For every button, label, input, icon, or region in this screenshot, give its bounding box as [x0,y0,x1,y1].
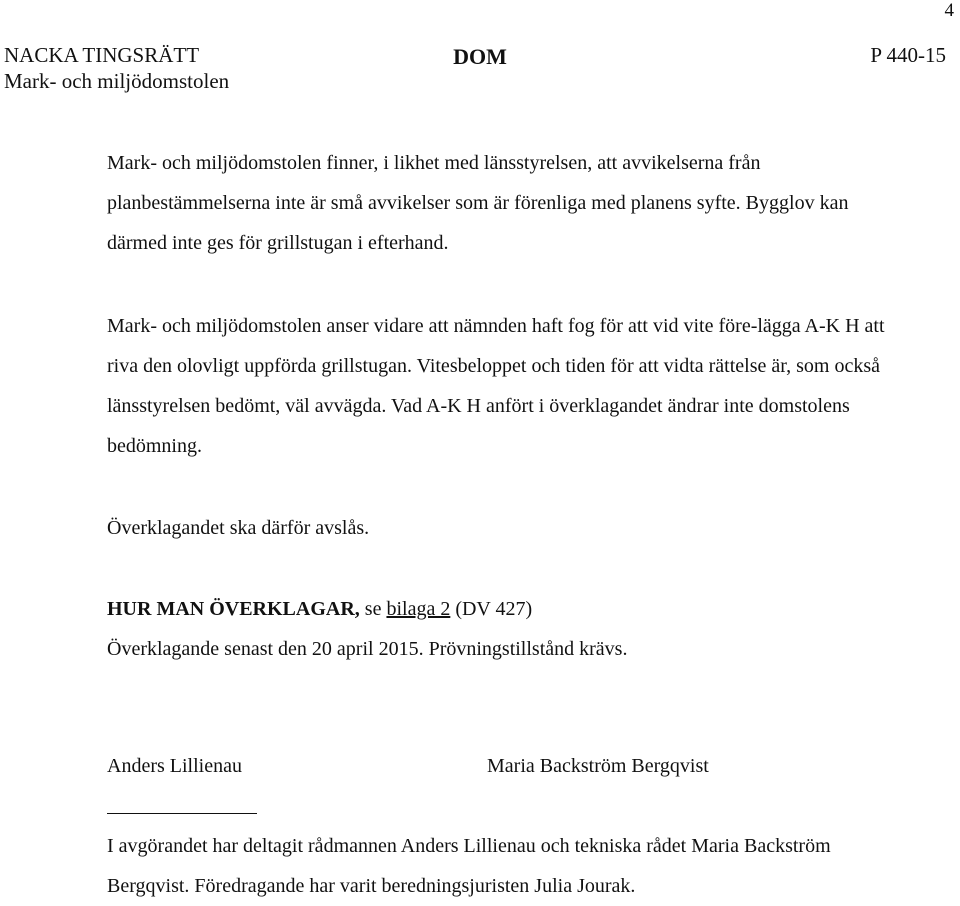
court-division: Mark- och miljödomstolen [4,69,230,93]
appeal-deadline: Överklagande senast den 20 april 2015. Prövningstillstånd krävs. [107,638,628,660]
appeal-see: se [359,598,387,620]
appeal-section [107,589,887,669]
appeal-link[interactable]: bilaga 2 [386,598,451,620]
appeal-instructions [107,589,887,629]
footnote-divider [107,813,257,814]
court-name: NACKA TINGSRÄTT [4,43,200,67]
paragraph-3 [107,508,887,548]
appeal-reference: (DV 427) [450,598,533,620]
paragraph-2-text: Mark- och miljödomstolen anser vidare att nämnden haft fog för att vid vite före-lägga A-K H att riva den olovligt uppförda grillstugan. Vitesbeloppet och tiden för att vidta rättelse är, som också länsstyrelsen bedömt, väl avvägda. Vad A-K H anfört i överklagandet ändrar inte domstolens bedömning. [107,315,885,457]
footer-note [107,826,887,906]
signature-2: Maria Backström Bergqvist [487,755,709,777]
paragraph-3-text: Överklagandet ska därför avslås. [107,517,370,539]
paragraph-1 [107,143,887,263]
document-type: DOM [453,44,507,69]
page-number: 4 [944,0,954,21]
appeal-heading: HUR MAN ÖVERKLAGAR, [107,598,360,620]
paragraph-2 [107,306,887,466]
paragraph-1-text: Mark- och miljödomstolen finner, i likhet med länsstyrelsen, att avvikelserna från planbestämmelserna inte är små avvikelser som är förenliga med planens syfte. Bygglov kan därmed inte ges för grillstugan i efterhand. [107,152,849,254]
case-number: P 440-15 [870,43,946,67]
footer-note-text: I avgörandet har deltagit rådmannen Anders Lillienau och tekniska rådet Maria Backström Bergqvist. Föredragande har varit beredningsjuristen Julia Jourak. [107,835,831,897]
signature-1: Anders Lillienau [107,755,242,777]
